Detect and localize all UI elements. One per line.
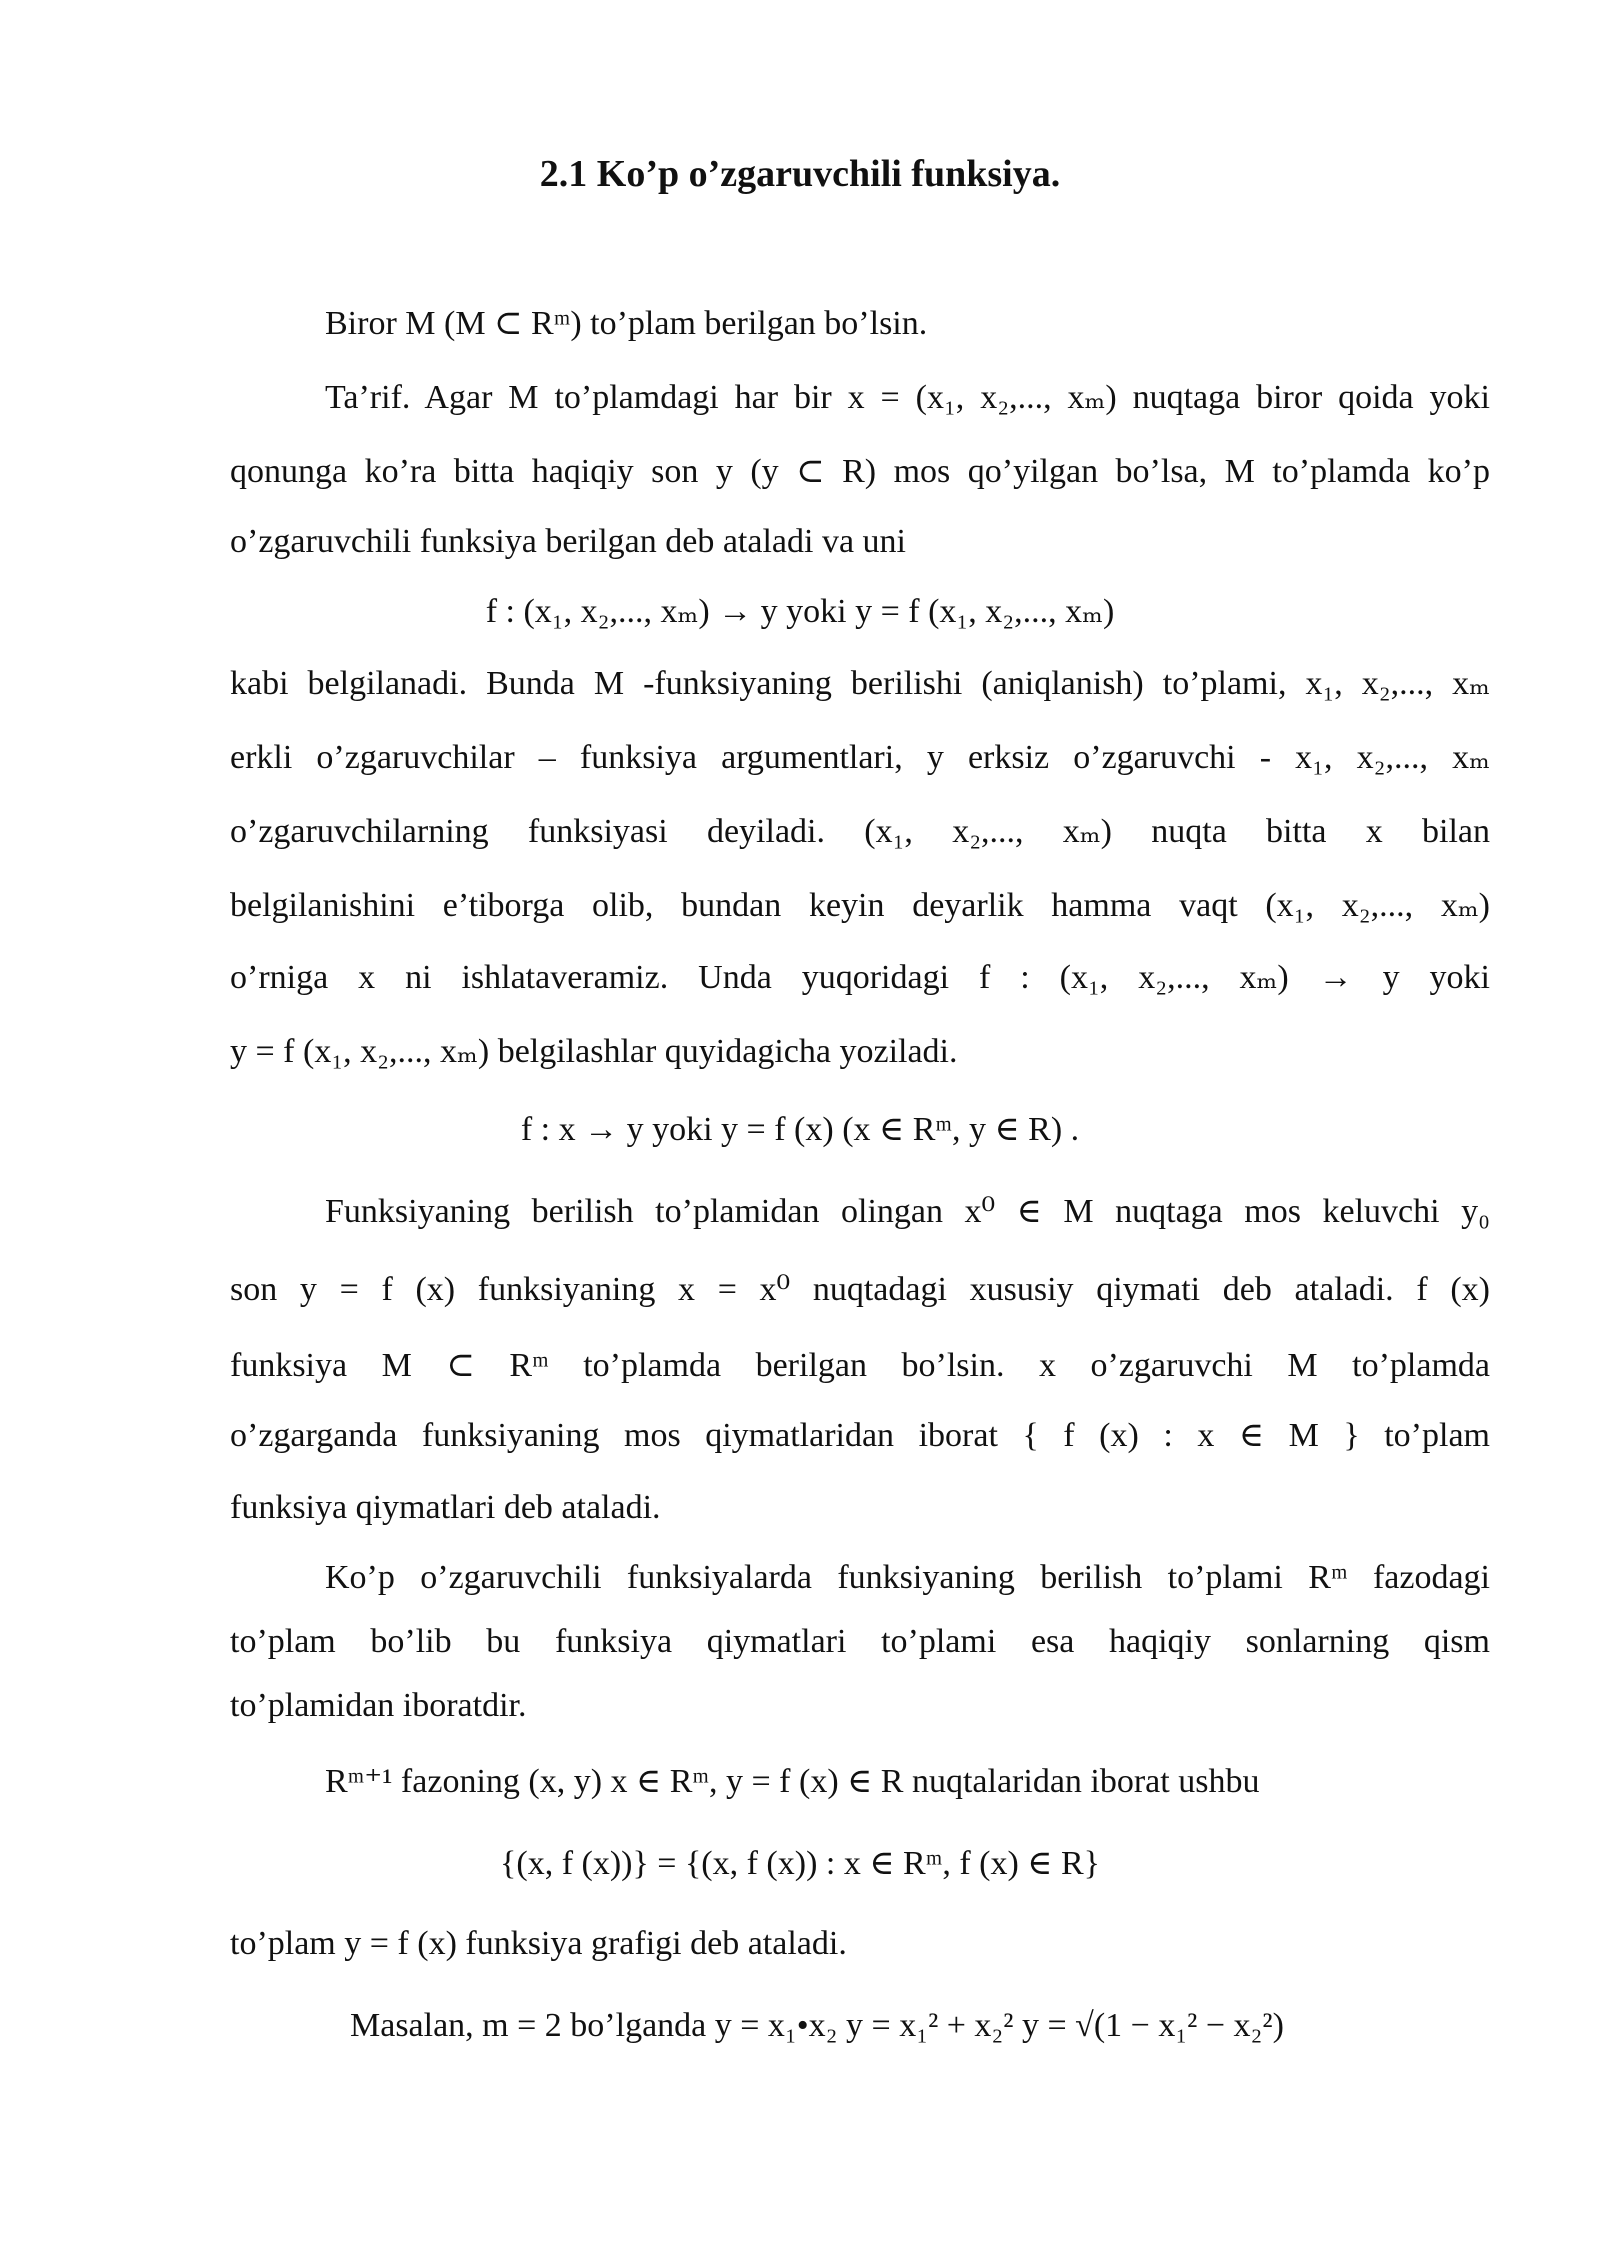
- definition-line: Ta’rif. Agar M to’plamdagi har bir x = (x₁, x₂,..., xₘ) nuqtaga biror qoida yoki: [325, 379, 1490, 416]
- example-line: Masalan, m = 2 bo’lganda y = x₁•x₂ y = x₁² + x₂² y = √(1 − x₁² − x₂²): [350, 2007, 1284, 2044]
- text-line: funksiya M ⊂ Rᵐ to’plamda berilgan bo’lsin. x o’zgaruvchi M to’plamda: [230, 1347, 1490, 1384]
- text-line: qonunga ko’ra bitta haqiqiy son y (y ⊂ R) mos qo’yilgan bo’lsa, M to’plamda ko’p: [230, 453, 1490, 490]
- formula-line: f : (x₁, x₂,..., xₘ) → y yoki y = f (x₁, x₂,..., xₘ): [485, 593, 1115, 630]
- text-line: Rᵐ⁺¹ fazoning (x, y) x ∈ Rᵐ, y = f (x) ∈ R nuqtalaridan iborat ushbu: [325, 1763, 1260, 1800]
- text-line: belgilanishini e’tiborga olib, bundan keyin deyarlik hamma vaqt (x₁, x₂,..., xₘ): [230, 887, 1490, 924]
- formula-line: f : x → y yoki y = f (x) (x ∈ Rᵐ, y ∈ R) .: [520, 1111, 1080, 1148]
- text-line: o’rniga x ni ishlataveramiz. Unda yuqoridagi f : (x₁, x₂,..., xₘ) → y yoki: [230, 959, 1490, 996]
- text-line: o’zgaruvchili funksiya berilgan deb ataladi va uni: [230, 523, 906, 560]
- text-line: o’zgaruvchilarning funksiyasi deyiladi. (x₁, x₂,..., xₘ) nuqta bitta x bilan: [230, 813, 1490, 850]
- text-line: to’plam y = f (x) funksiya grafigi deb ataladi.: [230, 1925, 847, 1962]
- text-line: son y = f (x) funksiyaning x = x⁰ nuqtadagi xususiy qiymati deb ataladi. f (x): [230, 1271, 1490, 1308]
- text-line: o’zgarganda funksiyaning mos qiymatlaridan iborat { f (x) : x ∈ M } to’plam: [230, 1417, 1490, 1454]
- formula-line: {(x, f (x))} = {(x, f (x)) : x ∈ Rᵐ, f (x) ∈ R}: [500, 1845, 1100, 1882]
- text-line: kabi belgilanadi. Bunda M -funksiyaning berilishi (aniqlanish) to’plami, x₁, x₂,..., xₘ: [230, 665, 1490, 702]
- text-line: Biror M (M ⊂ Rᵐ) to’plam berilgan bo’lsin.: [325, 305, 928, 342]
- text-line: to’plamidan iboratdir.: [230, 1687, 527, 1724]
- text-line: y = f (x₁, x₂,..., xₘ) belgilashlar quyidagicha yoziladi.: [230, 1033, 958, 1070]
- section-title: 2.1 Ko’p o’zgaruvchili funksiya.: [539, 153, 1061, 195]
- text-line: Funksiyaning berilish to’plamidan olingan x⁰ ∈ M nuqtaga mos keluvchi y₀: [325, 1193, 1490, 1230]
- text-line: Ko’p o’zgaruvchili funksiyalarda funksiyaning berilish to’plami Rᵐ fazodagi: [325, 1559, 1490, 1596]
- text-line: funksiya qiymatlari deb ataladi.: [230, 1489, 661, 1526]
- text-line: erkli o’zgaruvchilar – funksiya argumentlari, y erksiz o’zgaruvchi - x₁, x₂,..., xₘ: [230, 739, 1490, 776]
- text-line: to’plam bo’lib bu funksiya qiymatlari to’plami esa haqiqiy sonlarning qism: [230, 1623, 1490, 1660]
